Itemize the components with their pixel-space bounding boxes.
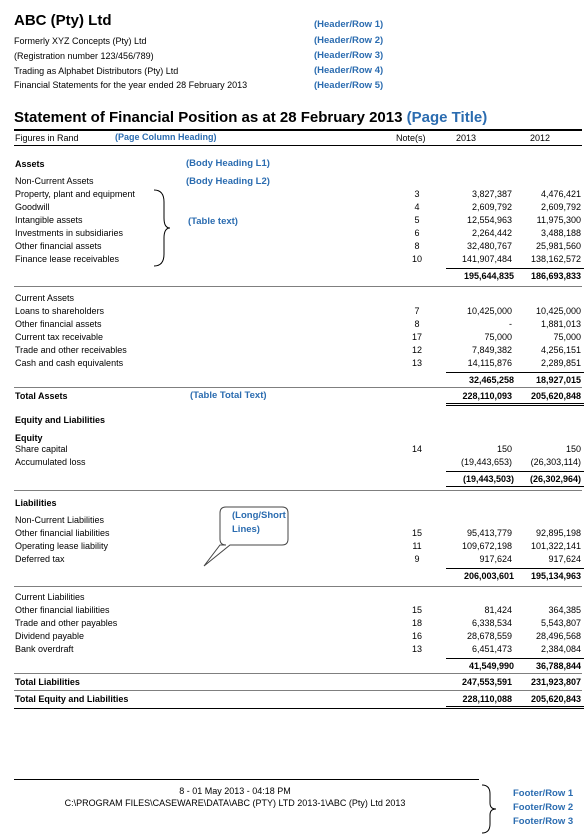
column-heading-notes: Note(s) bbox=[396, 133, 426, 143]
footer-line1: 8 - 01 May 2013 - 04:18 PM bbox=[179, 786, 291, 796]
section-divider bbox=[14, 673, 582, 674]
table-row bbox=[0, 528, 588, 540]
row-note: 4 bbox=[414, 202, 420, 212]
page-title-text: Statement of Financial Position as at 28 February 2013 bbox=[14, 109, 403, 126]
current-assets-subtotal bbox=[446, 372, 584, 386]
row-note: 13 bbox=[411, 358, 422, 368]
row-value-2013: 2,264,442 bbox=[471, 228, 512, 238]
table-row bbox=[0, 345, 588, 357]
annotation-callout-line2: Lines) bbox=[232, 524, 260, 535]
row-label: Investments in subsidiaries bbox=[15, 228, 124, 238]
row-label: Other financial liabilities bbox=[15, 605, 110, 615]
row-value-2013: 247,553,591 bbox=[461, 677, 512, 687]
row-label: Bank overdraft bbox=[15, 644, 74, 654]
row-label: Other financial assets bbox=[15, 241, 102, 251]
row-value-2012: 75,000 bbox=[553, 332, 581, 342]
row-label: Deferred tax bbox=[15, 554, 65, 564]
row-note: 13 bbox=[411, 644, 422, 654]
row-label: Current tax receivable bbox=[15, 332, 104, 342]
current-liabilities-subtotal bbox=[446, 658, 584, 672]
row-label: Trade and other payables bbox=[15, 618, 118, 628]
row-label: Share capital bbox=[15, 444, 68, 454]
equity-subtotal bbox=[446, 471, 584, 485]
row-value-2012: 2,289,851 bbox=[540, 358, 581, 368]
column-heading-rule bbox=[14, 145, 582, 146]
row-value-2012: 92,895,198 bbox=[535, 528, 581, 538]
page-title bbox=[14, 109, 487, 126]
subtotal-2012: 18,927,015 bbox=[535, 375, 581, 385]
row-value-2013: 141,907,484 bbox=[461, 254, 512, 264]
row-note: 12 bbox=[411, 345, 422, 355]
row-value-2013: (19,443,653) bbox=[460, 457, 512, 467]
subtotal-2012: (26,302,964) bbox=[529, 474, 581, 484]
row-note: 15 bbox=[411, 605, 422, 615]
section-divider bbox=[14, 387, 582, 388]
row-label: Total Liabilities bbox=[15, 677, 80, 687]
total-equity-liabilities-row bbox=[0, 694, 588, 706]
row-note: 18 bbox=[411, 618, 422, 628]
table-row bbox=[0, 306, 588, 318]
table-row bbox=[0, 358, 588, 370]
row-value-2013: 228,110,088 bbox=[462, 694, 512, 704]
header-tag-row2: (Header/Row 2) bbox=[314, 35, 384, 46]
row-value-2013: 81,424 bbox=[484, 605, 512, 615]
row-value-2013: 109,672,198 bbox=[461, 541, 512, 551]
row-value-2013: 6,451,473 bbox=[471, 644, 512, 654]
row-value-2012: 3,488,188 bbox=[540, 228, 581, 238]
row-value-2012: (26,303,114) bbox=[530, 457, 581, 467]
row-note: 8 bbox=[414, 319, 420, 329]
row-label: Intangible assets bbox=[15, 215, 83, 225]
row-value-2013: 917,624 bbox=[479, 554, 512, 564]
annotation-body-heading-l2: (Body Heading L2) bbox=[186, 176, 270, 187]
row-note: 9 bbox=[414, 554, 420, 564]
subtotal-2013: 41,549,990 bbox=[468, 661, 514, 671]
row-label: Other financial assets bbox=[15, 319, 102, 329]
row-value-2012: 917,624 bbox=[548, 554, 581, 564]
subtotal-2012: 195,134,963 bbox=[530, 571, 581, 581]
subtotal-underline bbox=[446, 486, 584, 487]
row-note: 10 bbox=[411, 254, 422, 264]
row-value-2012: 231,923,807 bbox=[530, 677, 581, 687]
table-row bbox=[0, 332, 588, 344]
row-label: Trade and other receivables bbox=[15, 345, 127, 355]
row-value-2012: 205,620,848 bbox=[530, 391, 581, 401]
current-liabilities-heading: Current Liabilities bbox=[15, 592, 85, 602]
annotation-table-text: (Table text) bbox=[188, 216, 238, 227]
footer-line2: C:\PROGRAM FILES\CASEWARE\DATA\ABC (PTY) LTD 2013-1\ABC (Pty) Ltd 2013 bbox=[64, 798, 406, 808]
row-label: Dividend payable bbox=[15, 631, 85, 641]
row-value-2013: 228,110,093 bbox=[462, 391, 512, 401]
header-line-period: Financial Statements for the year ended 28 February 2013 bbox=[14, 80, 248, 90]
table-row bbox=[0, 215, 588, 227]
footer-rule bbox=[14, 779, 479, 780]
subtotal-2013: 206,003,601 bbox=[463, 571, 514, 581]
row-value-2012: 138,162,572 bbox=[530, 254, 581, 264]
row-note: 14 bbox=[411, 444, 422, 454]
total-underline bbox=[446, 708, 584, 709]
footer-tag-row2: Footer/Row 2 bbox=[513, 802, 574, 813]
row-value-2012: 101,322,141 bbox=[530, 541, 581, 551]
table-row bbox=[0, 618, 588, 630]
equity-heading: Equity bbox=[15, 433, 43, 443]
row-note: 7 bbox=[414, 306, 420, 316]
row-value-2013: 2,609,792 bbox=[471, 202, 512, 212]
row-value-2012: 2,384,084 bbox=[540, 644, 581, 654]
table-row bbox=[0, 241, 588, 253]
subtotal-2012: 186,693,833 bbox=[530, 271, 581, 281]
table-row bbox=[0, 254, 588, 266]
column-heading-tag: (Page Column Heading) bbox=[115, 132, 217, 142]
row-value-2012: 1,881,013 bbox=[540, 319, 581, 329]
row-value-2013: 10,425,000 bbox=[466, 306, 512, 316]
row-note: 17 bbox=[411, 332, 422, 342]
row-value-2013: 75,000 bbox=[484, 332, 512, 342]
total-underline bbox=[446, 405, 584, 406]
row-value-2013: 7,849,382 bbox=[471, 345, 512, 355]
row-value-2013: 28,678,559 bbox=[466, 631, 512, 641]
noncurrent-liabilities-subtotal bbox=[446, 568, 584, 582]
section-divider bbox=[14, 490, 582, 491]
table-row bbox=[0, 554, 588, 566]
table-row bbox=[0, 631, 588, 643]
subtotal-2013: (19,443,503) bbox=[462, 474, 514, 484]
section-divider bbox=[14, 286, 582, 287]
row-note: 6 bbox=[414, 228, 420, 238]
annotation-callout-line1: (Long/Short bbox=[232, 510, 286, 521]
table-row bbox=[0, 189, 588, 201]
row-value-2013: 32,480,767 bbox=[466, 241, 512, 251]
header-tag-row5: (Header/Row 5) bbox=[314, 80, 384, 91]
total-assets-row bbox=[0, 391, 588, 403]
title-rule bbox=[14, 129, 582, 131]
row-label: Goodwill bbox=[15, 202, 50, 212]
row-label: Accumulated loss bbox=[15, 457, 86, 467]
noncurrent-liabilities-heading: Non-Current Liabilities bbox=[15, 515, 105, 525]
table-row bbox=[0, 202, 588, 214]
row-label: Total Equity and Liabilities bbox=[15, 694, 129, 704]
row-note: 8 bbox=[414, 241, 420, 251]
annotation-table-total: (Table Total Text) bbox=[190, 390, 267, 401]
noncurrent-assets-subtotal bbox=[446, 268, 584, 282]
row-label: Total Assets bbox=[15, 391, 68, 401]
equity-liabilities-heading: Equity and Liabilities bbox=[15, 415, 106, 425]
header-line-formerly: Formerly XYZ Concepts (Pty) Ltd bbox=[14, 36, 147, 46]
row-label: Property, plant and equipment bbox=[15, 189, 135, 199]
current-assets-heading: Current Assets bbox=[15, 293, 75, 303]
row-value-2012: 205,620,843 bbox=[530, 694, 581, 704]
total-underline bbox=[446, 403, 584, 404]
row-value-2012: 150 bbox=[565, 444, 581, 454]
noncurrent-assets-heading: Non-Current Assets bbox=[15, 176, 94, 186]
row-label: Finance lease receivables bbox=[15, 254, 120, 264]
row-value-2013: 95,413,779 bbox=[466, 528, 512, 538]
column-heading-2012: 2012 bbox=[530, 133, 551, 143]
table-row bbox=[0, 319, 588, 331]
row-label: Operating lease liability bbox=[15, 541, 109, 551]
header-tag-row3: (Header/Row 3) bbox=[314, 50, 384, 61]
table-row bbox=[0, 457, 588, 469]
row-value-2012: 10,425,000 bbox=[535, 306, 581, 316]
subtotal-2012: 36,788,844 bbox=[535, 661, 581, 671]
row-label: Cash and cash equivalents bbox=[15, 358, 124, 368]
table-row bbox=[0, 444, 588, 456]
row-value-2013: 14,115,876 bbox=[467, 358, 512, 368]
header-line-trading: Trading as Alphabet Distributors (Pty) Ltd bbox=[14, 66, 179, 76]
header-tag-row1: (Header/Row 1) bbox=[314, 19, 384, 30]
row-value-2013: - bbox=[509, 319, 512, 329]
row-value-2012: 2,609,792 bbox=[540, 202, 581, 212]
row-value-2012: 4,476,421 bbox=[540, 189, 581, 199]
row-value-2013: 12,554,963 bbox=[466, 215, 512, 225]
row-value-2012: 5,543,807 bbox=[540, 618, 581, 628]
assets-heading: Assets bbox=[15, 159, 45, 169]
table-row bbox=[0, 228, 588, 240]
row-value-2012: 11,975,300 bbox=[536, 215, 581, 225]
footer-tag-row3: Footer/Row 3 bbox=[513, 816, 574, 827]
table-row bbox=[0, 605, 588, 617]
row-value-2013: 3,827,387 bbox=[471, 189, 512, 199]
row-note: 16 bbox=[411, 631, 422, 641]
footer-brace-icon bbox=[478, 784, 500, 834]
column-heading-figures: Figures in Rand bbox=[15, 133, 79, 143]
company-name: ABC (Pty) Ltd bbox=[14, 12, 112, 29]
page-title-tag: (Page Title) bbox=[406, 109, 488, 126]
header-tag-row4: (Header/Row 4) bbox=[314, 65, 384, 76]
section-divider bbox=[14, 690, 582, 691]
subtotal-2013: 32,465,258 bbox=[468, 375, 514, 385]
row-value-2012: 28,496,568 bbox=[535, 631, 581, 641]
total-liabilities-row bbox=[0, 677, 588, 689]
table-row bbox=[0, 644, 588, 656]
subtotal-2013: 195,644,835 bbox=[463, 271, 514, 281]
row-value-2013: 6,338,534 bbox=[471, 618, 512, 628]
row-value-2012: 25,981,560 bbox=[535, 241, 581, 251]
liabilities-heading: Liabilities bbox=[15, 498, 57, 508]
column-heading-2013: 2013 bbox=[456, 133, 477, 143]
total-underline bbox=[446, 706, 584, 707]
row-note: 15 bbox=[411, 528, 422, 538]
row-value-2013: 150 bbox=[496, 444, 512, 454]
row-value-2012: 364,385 bbox=[548, 605, 581, 615]
row-value-2012: 4,256,151 bbox=[540, 345, 581, 355]
row-label: Loans to shareholders bbox=[15, 306, 105, 316]
row-note: 3 bbox=[414, 189, 420, 199]
row-label: Other financial liabilities bbox=[15, 528, 110, 538]
table-row bbox=[0, 541, 588, 553]
section-divider bbox=[14, 586, 582, 587]
row-note: 5 bbox=[414, 215, 420, 225]
row-note: 11 bbox=[412, 541, 422, 551]
section-bottom-rule bbox=[14, 708, 446, 709]
footer-tag-row1: Footer/Row 1 bbox=[513, 788, 574, 799]
header-line-registration: (Registration number 123/456/789) bbox=[14, 51, 154, 61]
annotation-body-heading-l1: (Body Heading L1) bbox=[186, 158, 270, 169]
